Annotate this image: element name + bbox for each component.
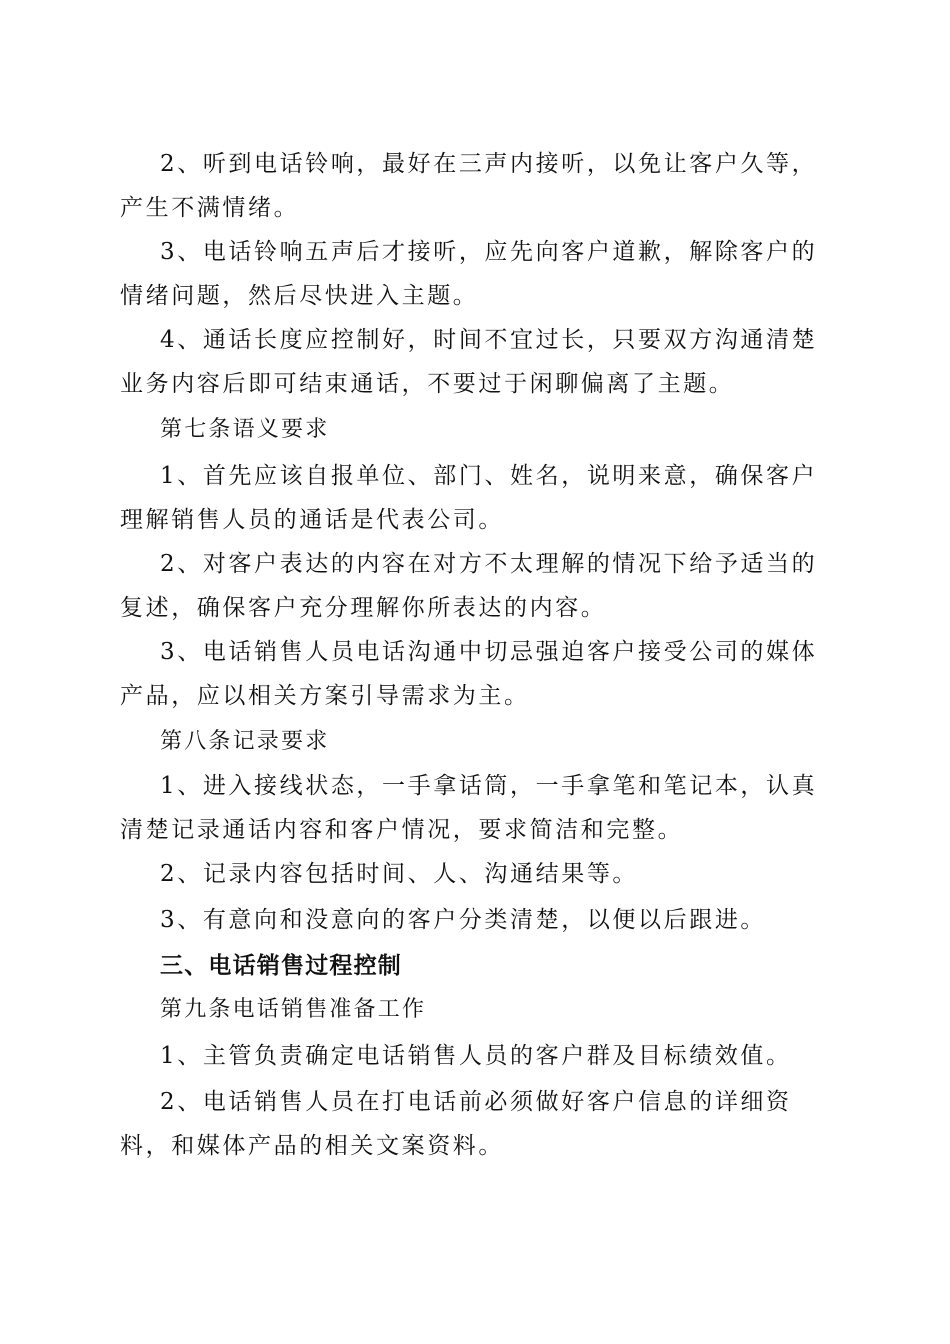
- article-8-heading: 第八条记录要求: [160, 729, 330, 754]
- paragraph-call-length: 4、通话长度应控制好，时间不宜过长，只要双方沟通清楚业务内容后即可结束通话，不要过于闲聊偏离了主题。: [120, 327, 818, 397]
- paragraph-self-introduction: 1、首先应该自报单位、部门、姓名，说明来意，确保客户理解销售人员的通话是代表公司。: [120, 463, 818, 533]
- paragraph-record-content: 2、记录内容包括时间、人、沟通结果等。: [160, 861, 639, 887]
- section-3-heading: 三、电话销售过程控制: [160, 953, 402, 979]
- paragraph-prepare-materials: 2、电话销售人员在打电话前必须做好客户信息的详细资料，和媒体产品的相关文案资料。: [120, 1089, 792, 1159]
- paragraph-restate-content: 2、对客户表达的内容在对方不太理解的情况下给予适当的复述，确保客户充分理解你所表达的内容。: [120, 551, 818, 621]
- article-7-heading: 第七条语义要求: [160, 417, 330, 442]
- article-9-heading: 第九条电话销售准备工作: [160, 997, 427, 1022]
- paragraph-take-notes: 1、进入接线状态，一手拿话筒，一手拿笔和笔记本，认真清楚记录通话内容和客户情况，要求简洁和完整。: [120, 773, 818, 843]
- paragraph-classify-customers: 3、有意向和没意向的客户分类清楚，以便以后跟进。: [160, 907, 767, 933]
- paragraph-no-forcing: 3、电话销售人员电话沟通中切忌强迫客户接受公司的媒体产品，应以相关方案引导需求为主。: [120, 639, 818, 709]
- paragraph-late-answer-apology: 3、电话铃响五声后才接听，应先向客户道歉，解除客户的情绪问题，然后尽快进入主题。: [120, 239, 818, 309]
- paragraph-supervisor-targets: 1、主管负责确定电话销售人员的客户群及目标绩效值。: [160, 1043, 792, 1069]
- paragraph-answer-within-three-rings: 2、听到电话铃响，最好在三声内接听，以免让客户久等，产生不满情绪。: [120, 151, 818, 221]
